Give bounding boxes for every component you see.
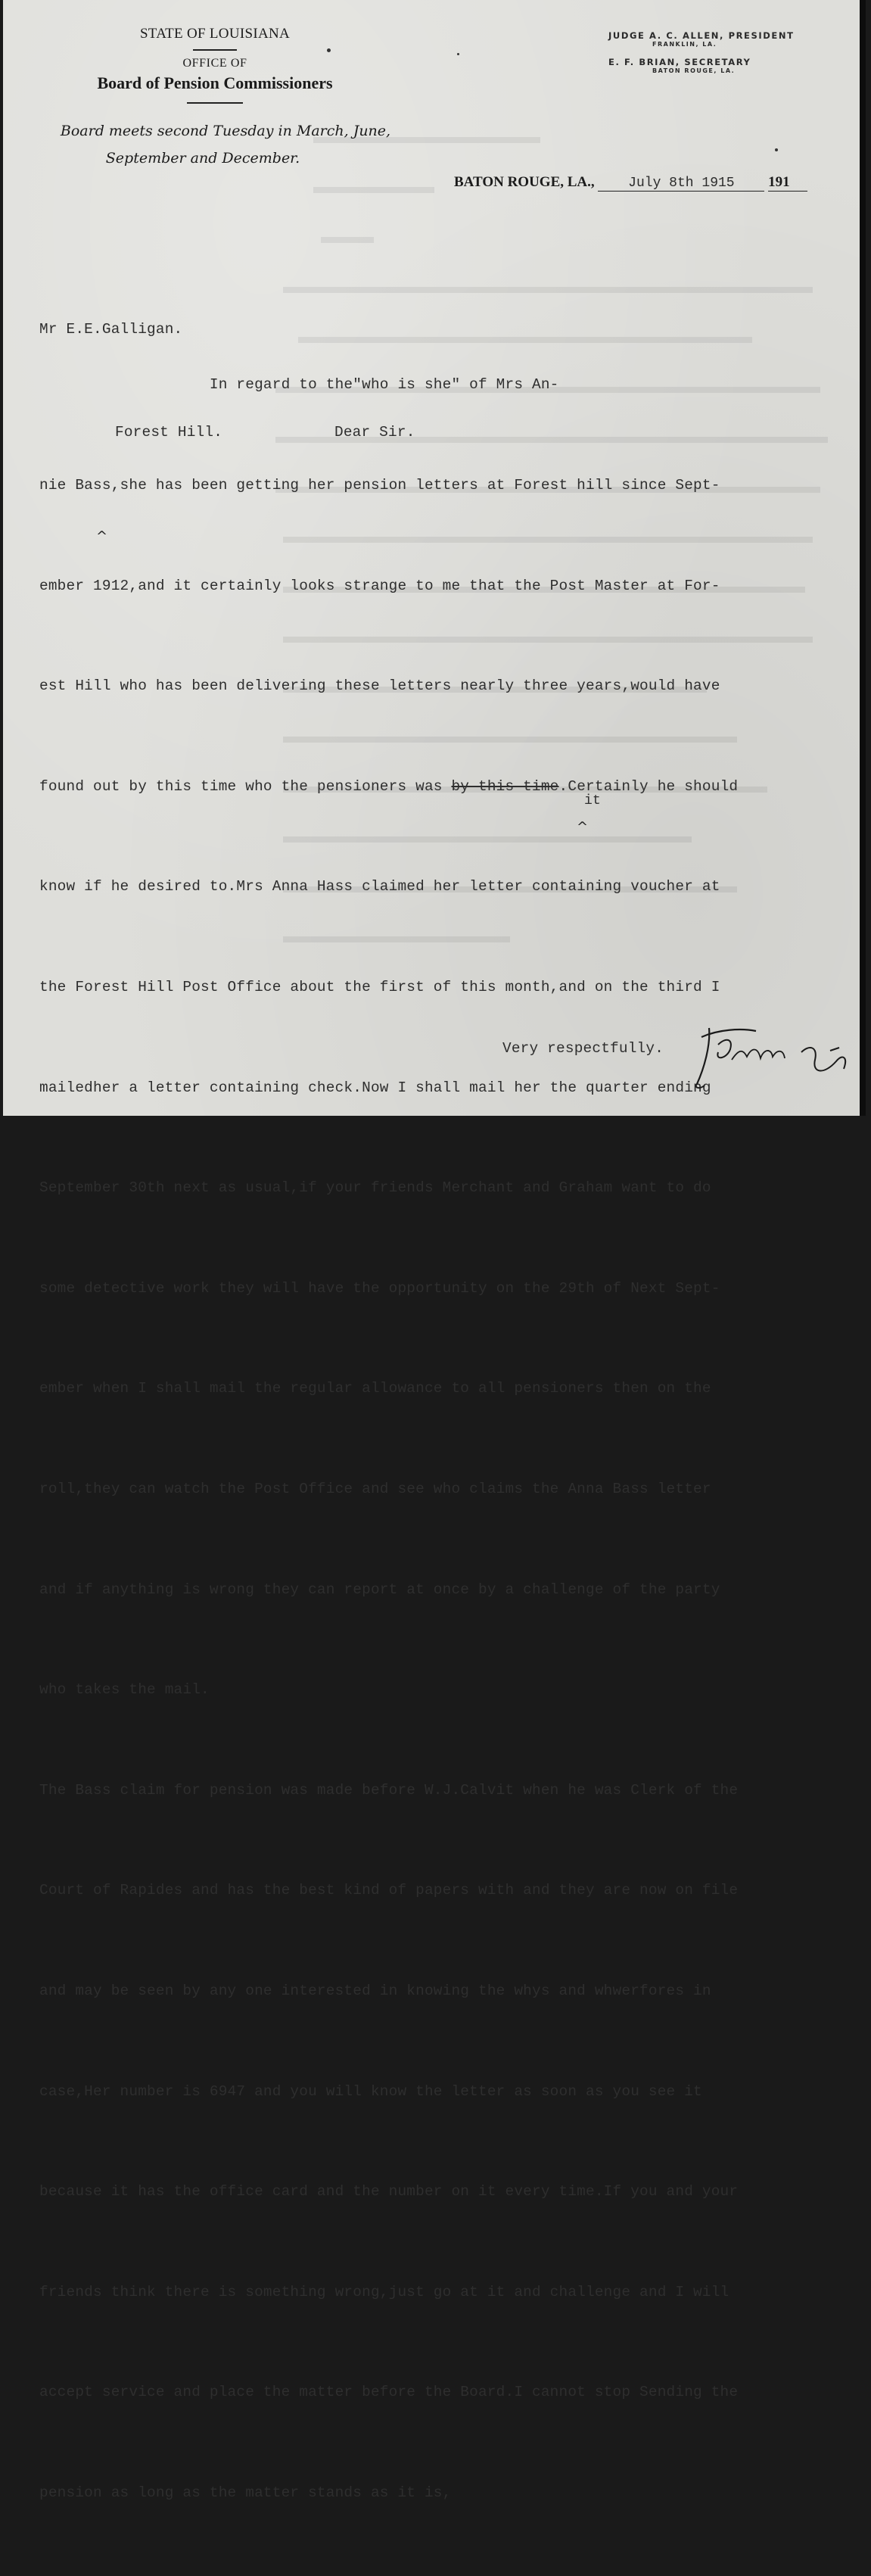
letterhead-state: STATE OF LOUISIANA [139,26,291,42]
inserted-word: it [584,793,602,808]
letterhead-rule [193,49,237,51]
letterhead-board-name: Board of Pension Commissioners [97,73,333,92]
dateline-date: July 8th 1915 [598,176,764,192]
body-line: know if he desired to.Mrs Anna Hass claimed her letter containing voucher at [39,878,720,896]
body-line: In regard to the"who is she" of Mrs An- [39,376,559,394]
body-line-part: found out by this time who the pensioners was [39,777,452,795]
body-line: friends think there is something wrong,just go at it and challenge and I will [39,2283,729,2300]
body-line: Court of Rapides and has the best kind of papers with and they are now on file [39,1882,739,1899]
secretary-name: E. F. BRIAN, SECRETARY [608,57,751,67]
insertion-caret-icon: ^ [96,528,108,544]
body-line: case,Her number is 6947 and you will know the letter as soon as you see it [39,2082,702,2100]
scan-edge [860,0,866,1116]
letterhead-rule [187,102,243,104]
greeting: Dear Sir. [334,424,415,441]
body-line-part: .Certainly he should [558,777,739,795]
meeting-schedule-line-1: Board meets second Tuesday in March, June, [60,123,391,139]
body-line: pension as long as the matter stands as it is, [39,2484,452,2501]
body-line: The Bass claim for pension was made before W.J.Calvit when he was Clerk of the [39,1781,739,1799]
body-line: because it has the office card and the number on it every time.If you and your [39,2183,739,2201]
dateline-year-prefix: 191 [768,174,807,192]
letter-body [39,301,857,2576]
ink-speck [775,148,778,151]
body-line: roll,they can watch the Post Office and see who claims the Anna Bass letter [39,1480,711,1497]
body-line: the Forest Hill Post Office about the first of this month,and on the third I [39,978,720,995]
secretary-location: BATON ROUGE, LA. [652,67,736,74]
body-line: ember when I shall mail the regular allowance to all pensioners then on the [39,1380,711,1397]
body-line: who takes the mail. [39,1681,210,1699]
letterhead-officers [608,30,835,83]
signature [688,1014,854,1098]
meeting-schedule-line-2: September and December. [105,150,300,167]
recipient-location: Forest Hill. [115,424,223,441]
body-line: nie Bass,she has been getting her pension letters at Forest hill since Sept- [39,477,720,494]
letter-page [3,0,866,2501]
body-line: some detective work they will have the opportunity on the 29th of Next Sept- [39,1279,720,1297]
president-name: JUDGE A. C. ALLEN, PRESIDENT [608,30,795,41]
letterhead-office-of: OFFICE OF [182,57,247,70]
body-line: and if anything is wrong they can report at once by a challenge of the party [39,1581,720,1598]
letterhead-title-block [33,26,397,104]
closing: Very respectfully. [502,1040,664,1057]
body-line: ember 1912,and it certainly looks strange to me that the Post Master at For- [39,577,720,594]
ink-speck [327,48,331,52]
body-line: mailedher a letter containing check.Now I shall mail her the quarter ending [39,1079,711,1096]
dateline [454,174,807,192]
recipient-name: Mr E.E.Galligan. [39,321,183,338]
letterhead-meeting-schedule [51,117,400,172]
body-line: accept service and place the matter before the Board.I cannot stop Sending the [39,2384,739,2401]
body-line: and may be seen by any one interested in knowing the whys and whwerfores in [39,1982,711,1999]
president-location: FRANKLIN, LA. [652,41,717,48]
body-line: September 30th next as usual,if your friends Merchant and Graham want to do [39,1179,711,1197]
struck-text: by this time [451,777,559,795]
insertion-caret-icon: ^ [577,819,589,835]
ink-speck [457,53,459,55]
dateline-place: BATON ROUGE, LA., [454,174,595,190]
body-line-with-strikeout [39,770,857,803]
body-line: est Hill who has been delivering these letters nearly three years,would have [39,677,720,695]
